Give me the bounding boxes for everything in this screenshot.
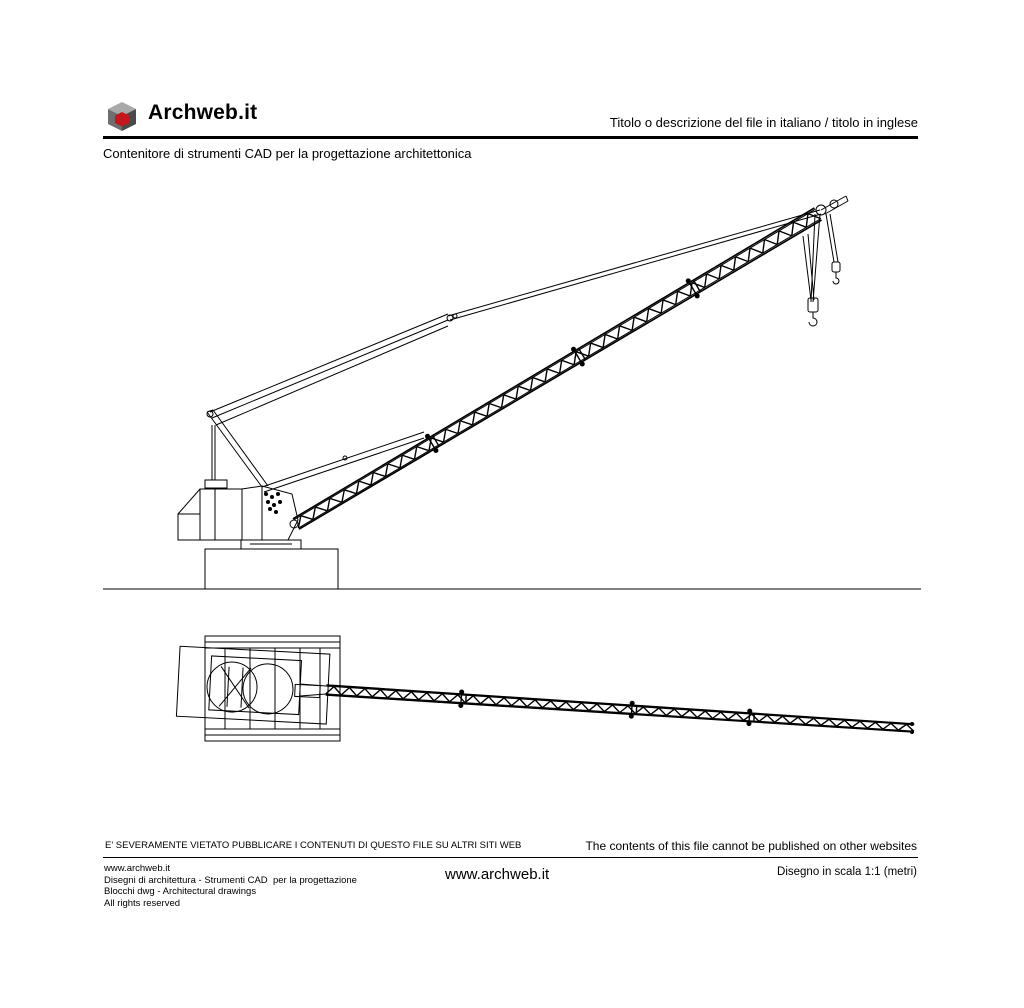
boom-plan <box>300 684 914 734</box>
copyright-warning-italian: E' SEVERAMENTE VIETATO PUBBLICARE I CONTENUTI DI QUESTO FILE SU ALTRI SITI WEB <box>105 840 522 851</box>
copyright-warning-english: The contents of this file cannot be published on other websites <box>585 839 917 853</box>
elevation-view <box>103 196 921 589</box>
footer-divider <box>103 857 918 858</box>
footer-website-link[interactable]: www.archweb.it <box>445 866 550 883</box>
hook-aux-icon <box>833 272 839 284</box>
footer-line: Disegni di architettura - Strumenti CAD per la progettazione <box>104 874 357 886</box>
footer-line: All rights reserved <box>104 897 181 909</box>
boom-foot-pin <box>290 520 298 528</box>
drum-bolts <box>264 492 282 514</box>
crane-base <box>205 549 338 589</box>
footer-line: Blocchi dwg - Architectural drawings <box>104 886 257 897</box>
footer-line: www.archweb.it <box>104 863 170 874</box>
hook-block-aux <box>832 262 840 272</box>
brand-name: Archweb.it <box>148 101 258 124</box>
plan-view <box>176 636 914 741</box>
page-subtitle: Contenitore di strumenti CAD per la progettazione architettonica <box>103 146 472 161</box>
crane-cab <box>178 486 298 540</box>
hook-main-icon <box>809 312 817 326</box>
file-title: Titolo o descrizione del file in italiano / titolo in inglese <box>609 115 918 130</box>
footer-credits <box>104 863 357 909</box>
drawing-scale: Disegno in scala 1:1 (metri) <box>777 866 917 878</box>
boom-elevation <box>293 208 822 529</box>
